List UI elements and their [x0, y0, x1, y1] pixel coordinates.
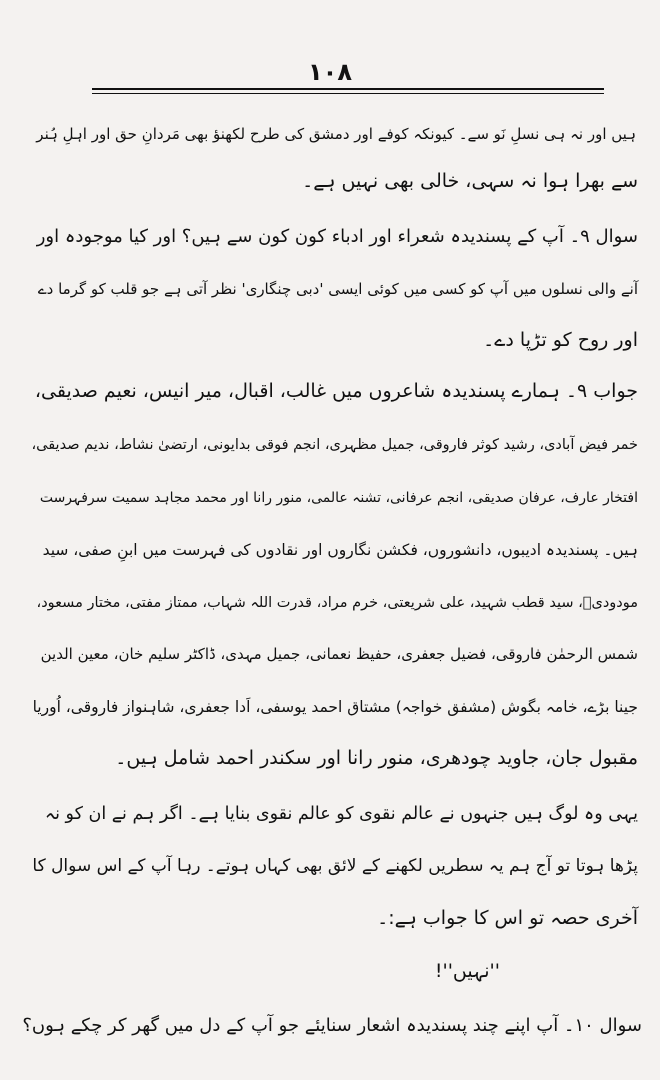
answer-9-line: جواب ۹۔ ہمارے پسندیدہ شاعروں میں غالب، اقبال، میر انیس، نعیم صدیقی، [34, 380, 638, 402]
answer-nahi: ''نہیں''! [434, 960, 500, 982]
text-line: ہیں۔ پسندیدہ ادیبوں، دانشوروں، فکشن نگاروں اور نقادوں کی فہرست میں ابنِ صفی، سید [42, 541, 638, 559]
text-line: جینا بڑے، خامہ بگوش (مشفق خواجہ) مشتاق احمد یوسفی، اَدا جعفری، شاہنواز فاروقی، اُوریا [32, 698, 638, 716]
text-line: مودودیؒ، سید قطب شہید، علی شریعتی، خرم مراد، قدرت اللہ شہاب، ممتاز مفتی، مختار مسعود، [36, 595, 638, 611]
question-9-line: سوال ۹۔ آپ کے پسندیدہ شعراء اور ادباء کون کون سے ہیں؟ اور کیا موجودہ اور [36, 226, 638, 247]
text-line: ہیں اور نہ ہی نسلِ نَو سے۔ کیونکہ کوفے اور دمشق کی طرح لکھنؤ بھی مَردانِ حق اور اہلِ ہُنر [36, 125, 636, 143]
question-10-line: سوال ۱۰۔ آپ اپنے چند پسندیدہ اشعار سنایئے جو آپ کے دل میں گھر کر چکے ہوں؟ [22, 1015, 642, 1036]
text-line: مقبول جان، جاوید چودھری، منور رانا اور سکندر احمد شامل ہیں۔ [115, 747, 638, 769]
page-number: ۱۰۸ [308, 58, 352, 86]
text-line: یہی وہ لوگ ہیں جنہوں نے عالم نقوی کو عالم نقوی بنایا ہے۔ اگر ہم نے ان کو نہ [44, 804, 638, 824]
text-line: افتخار عارف، عرفان صدیقی، انجم عرفانی، تشنہ عالمی، منور رانا اور محمد مجاہد سمیت سرفہرست [39, 490, 638, 506]
text-line: آخری حصہ تو اس کا جواب ہے:۔ [377, 907, 638, 929]
text-line: پڑھا ہوتا تو آج ہم یہ سطریں لکھنے کے لائق بھی کہاں ہوتے۔ رہا آپ کے اس سوال کا [32, 856, 638, 876]
text-line: اور روح کو تڑپا دے۔ [483, 329, 638, 351]
text-line: شمس الرحمٰن فاروقی، فضیل جعفری، حفیظ نعمانی، جمیل مہدی، ڈاکٹر سلیم خان، معین الدین [40, 645, 638, 663]
text-line: آنے والی نسلوں میں آپ کو کسی میں کوئی ایسی 'دبی چنگاری' نظر آتی ہے جو قلب کو گرما دے [37, 280, 638, 298]
text-line: خمر فیض آبادی، رشید کوثر فاروقی، جمیل مظہری، انجم فوقی بدایونی، ارتضیٰ نشاط، ندیم صدیقی، [31, 437, 638, 453]
text-line: سے بھرا ہوا نہ سہی، خالی بھی نہیں ہے۔ [302, 170, 638, 192]
